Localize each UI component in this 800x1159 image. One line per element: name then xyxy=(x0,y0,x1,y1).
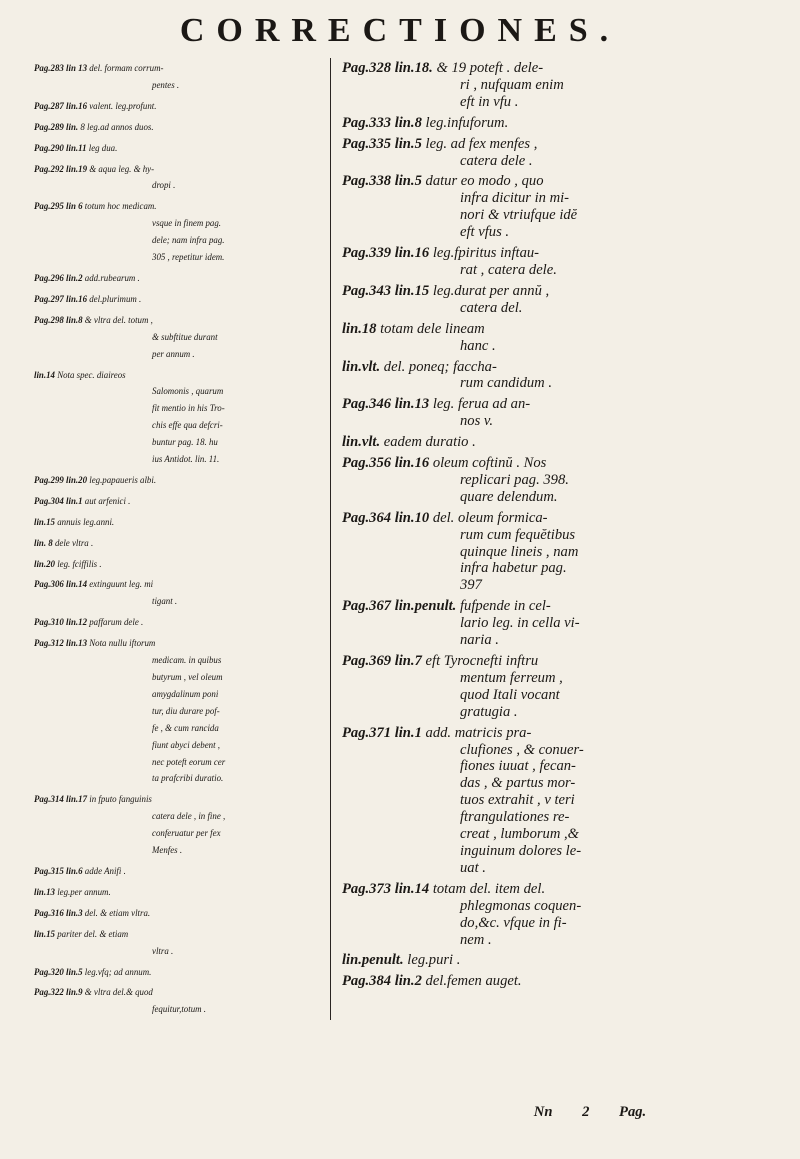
correction-line xyxy=(342,510,772,527)
correction-text: tigant . xyxy=(152,596,178,607)
correction-entry xyxy=(34,614,326,631)
correction-text: clufiones , & conuer- xyxy=(460,741,584,758)
correction-line xyxy=(34,791,326,808)
page-reference: lin.13 xyxy=(34,886,55,897)
correction-line xyxy=(342,115,772,132)
correction-line xyxy=(34,770,326,787)
correction-text: nec poteft eorum cer xyxy=(152,756,226,767)
correction-line xyxy=(342,725,772,742)
correction-text: rat , catera dele. xyxy=(460,261,557,278)
correction-line xyxy=(34,842,326,859)
page-reference: Pag.328 lin.18. xyxy=(342,60,433,76)
page-reference: Pag.322 lin.9 xyxy=(34,987,83,998)
page-reference: lin.20 xyxy=(34,558,55,569)
correction-text: & vltra del.& quod xyxy=(84,987,153,998)
correction-text: quinque lineis , nam xyxy=(460,543,579,560)
correction-text: pentes . xyxy=(152,79,180,90)
correction-entry xyxy=(34,472,326,489)
correction-line xyxy=(34,535,326,552)
correction-text: eft Tyrocnefti inftru xyxy=(425,653,539,669)
page-reference: lin.14 xyxy=(34,369,55,380)
page-reference: Pag.299 lin.20 xyxy=(34,474,88,485)
correction-entry xyxy=(34,535,326,552)
correction-line xyxy=(34,556,326,573)
correction-line xyxy=(34,984,326,1001)
correction-entry xyxy=(34,493,326,510)
page-reference: lin.vlt. xyxy=(342,434,381,451)
page-reference: Pag.364 lin.10 xyxy=(342,509,430,526)
correction-line xyxy=(34,367,326,384)
correction-text: pariter del. & etiam xyxy=(57,928,129,939)
correction-line xyxy=(342,952,772,969)
correction-line xyxy=(342,245,772,262)
correction-entry xyxy=(342,283,772,317)
correction-text: add.rubearum . xyxy=(84,272,140,283)
correction-line xyxy=(342,413,772,430)
correction-entry xyxy=(342,115,772,132)
correction-text: dele vltra . xyxy=(54,537,94,548)
correction-text: in fputo fanguinis xyxy=(89,794,152,805)
correction-text: & vltra del. totum , xyxy=(84,314,153,325)
correction-entry xyxy=(342,321,772,355)
correction-entry xyxy=(34,576,326,610)
correction-line xyxy=(342,615,772,632)
correction-line xyxy=(342,932,772,949)
page-reference: Pag.320 lin.5 xyxy=(34,966,83,977)
correction-text: fiones iuuat , fecan- xyxy=(460,758,576,775)
correction-entry xyxy=(34,863,326,880)
correction-text: quare delendum. xyxy=(460,488,558,505)
page-reference: Pag.356 lin.16 xyxy=(342,455,430,472)
correction-line xyxy=(342,544,772,561)
correction-line xyxy=(34,98,326,115)
correction-text: paffarum dele . xyxy=(89,617,144,628)
correction-entry xyxy=(34,270,326,287)
correction-entry xyxy=(34,161,326,195)
correction-entry xyxy=(342,359,772,393)
correction-entry xyxy=(342,881,772,949)
correction-text: vsque in finem pag. xyxy=(152,218,222,229)
correction-text: Salomonis , quarum xyxy=(152,386,224,397)
page-reference: Pag.316 lin.3 xyxy=(34,907,83,918)
correction-line xyxy=(34,720,326,737)
correction-line xyxy=(342,321,772,338)
correction-entry xyxy=(34,312,326,363)
correction-text: nos v. xyxy=(460,413,493,430)
correction-line xyxy=(342,283,772,300)
correction-line xyxy=(34,232,326,249)
correction-line xyxy=(342,653,772,670)
correction-text: buntur pag. 18. hu xyxy=(152,437,218,448)
page-reference: Pag.295 lin 6 xyxy=(34,201,83,212)
correction-line xyxy=(34,177,326,194)
page-reference: lin.18 xyxy=(342,320,377,337)
correction-line xyxy=(34,884,326,901)
correction-line xyxy=(342,860,772,877)
correction-entry xyxy=(342,510,772,595)
correction-line xyxy=(342,843,772,860)
correction-text: dropi . xyxy=(152,180,176,191)
catchword: Pag. xyxy=(619,1104,647,1120)
correction-line xyxy=(342,598,772,615)
page-reference: lin.vlt. xyxy=(342,358,381,375)
correction-entry xyxy=(342,455,772,506)
correction-text: rum cum fequĕtibus xyxy=(460,526,576,543)
page-reference: Pag.333 lin.8 xyxy=(342,114,422,131)
correction-line xyxy=(342,577,772,594)
correction-text: totam dele lineam xyxy=(380,320,485,337)
correction-line xyxy=(34,943,326,960)
page-reference: Pag.292 lin.19 xyxy=(34,163,88,174)
correction-line xyxy=(34,686,326,703)
correction-text: ta prafcribi duratio. xyxy=(152,773,224,784)
correction-entry xyxy=(34,984,326,1018)
correction-text: 305 , repetitur idem. xyxy=(152,252,225,263)
correction-line xyxy=(34,119,326,136)
correction-line xyxy=(342,60,772,77)
correction-text: leg. ferua ad an- xyxy=(432,396,531,413)
correction-line xyxy=(34,635,326,652)
correction-line xyxy=(34,451,326,468)
correction-text: eadem duratio . xyxy=(383,434,476,451)
correction-line xyxy=(342,775,772,792)
correction-line xyxy=(34,140,326,157)
correction-entry xyxy=(342,725,772,877)
page-reference: Pag.310 lin.12 xyxy=(34,617,88,628)
correction-line xyxy=(342,742,772,759)
page-reference: Pag.339 lin.16 xyxy=(342,245,430,262)
correction-entry xyxy=(342,434,772,451)
correction-line xyxy=(342,826,772,843)
correction-text: oleum coftinŭ . Nos xyxy=(432,455,547,472)
correction-entry xyxy=(342,973,772,990)
correction-line xyxy=(342,973,772,990)
page-reference: Pag.371 lin.1 xyxy=(342,724,422,741)
correction-line xyxy=(342,338,772,355)
correction-text: valent. leg.profunt. xyxy=(89,100,157,111)
correction-text: leg.infuforum. xyxy=(425,114,509,131)
page-reference: Pag.298 lin.8 xyxy=(34,314,83,325)
correction-line xyxy=(342,792,772,809)
correction-line xyxy=(342,881,772,898)
correction-text: & aqua leg. & hy- xyxy=(89,163,155,174)
correction-text: add. matricis pra- xyxy=(425,724,532,741)
correction-text: leg.durat per annŭ , xyxy=(432,282,550,299)
correction-text: inguinum dolores le- xyxy=(460,842,582,859)
left-column xyxy=(34,60,326,1022)
page-reference: Pag.335 lin.5 xyxy=(342,135,422,152)
correction-text: & subftitue durant xyxy=(152,331,218,342)
correction-line xyxy=(34,161,326,178)
correction-text: ri , nufquam enim xyxy=(460,76,564,93)
correction-line xyxy=(342,190,772,207)
correction-line xyxy=(342,136,772,153)
correction-line xyxy=(34,926,326,943)
correction-entry xyxy=(34,791,326,859)
correction-text: tur, diu durare pof- xyxy=(152,705,220,716)
correction-text: leg.vfq; ad annum. xyxy=(84,966,152,977)
page-reference: lin. 8 xyxy=(34,537,53,548)
page-reference: lin.15 xyxy=(34,516,55,527)
correction-text: nori & vtriufque idĕ xyxy=(460,207,578,224)
correction-text: del.femen auget. xyxy=(425,973,522,990)
correction-line xyxy=(34,754,326,771)
correction-line xyxy=(342,359,772,376)
correction-line xyxy=(34,964,326,981)
correction-line xyxy=(34,703,326,720)
page-reference: Pag.367 lin.penult. xyxy=(342,598,457,615)
correction-line xyxy=(34,493,326,510)
correction-text: catera dele . xyxy=(460,152,533,169)
page-reference: lin.15 xyxy=(34,928,55,939)
correction-text: totam del. item del. xyxy=(432,880,546,897)
page-reference: Pag.290 lin.11 xyxy=(34,142,87,153)
correction-entry xyxy=(342,245,772,279)
correction-entry xyxy=(34,119,326,136)
correction-line xyxy=(34,825,326,842)
correction-line xyxy=(34,249,326,266)
correction-text: del. & etiam vltra. xyxy=(84,907,151,918)
correction-line xyxy=(34,808,326,825)
page-reference: Pag.314 lin.17 xyxy=(34,794,88,805)
correction-text: & 19 poteft . dele- xyxy=(436,60,544,76)
correction-entry xyxy=(342,173,772,241)
correction-text: rum candidum . xyxy=(460,375,553,392)
correction-text: del. poneq; faccha- xyxy=(383,358,497,375)
correction-entry xyxy=(34,964,326,981)
correction-entry xyxy=(342,952,772,969)
correction-line xyxy=(342,527,772,544)
page-reference: lin.penult. xyxy=(342,952,404,969)
correction-line xyxy=(342,173,772,190)
correction-line xyxy=(342,704,772,721)
correction-line xyxy=(342,758,772,775)
correction-text: catera del. xyxy=(460,299,523,316)
correction-entry xyxy=(34,60,326,94)
page-reference: Pag.384 lin.2 xyxy=(342,973,422,990)
correction-text: leg.fpiritus inftau- xyxy=(432,245,540,262)
correction-line xyxy=(342,915,772,932)
correction-text: butyrum , vel oleum xyxy=(152,672,223,682)
correction-entry xyxy=(34,926,326,960)
page-footer xyxy=(420,1104,760,1121)
correction-text: conferuatur per fex xyxy=(152,828,221,839)
correction-text: hanc . xyxy=(460,337,496,354)
correction-entry xyxy=(342,396,772,430)
correction-text: replicari pag. 398. xyxy=(460,471,569,488)
correction-entry xyxy=(342,653,772,721)
page-title: CORRECTIONES. xyxy=(179,12,621,49)
correction-line xyxy=(342,560,772,577)
correction-entry xyxy=(34,198,326,266)
correction-text: infra habetur pag. xyxy=(460,560,567,577)
correction-line xyxy=(34,576,326,593)
page-reference: Pag.338 lin.5 xyxy=(342,173,422,190)
correction-text: 8 leg.ad annos duos. xyxy=(80,121,154,132)
correction-line xyxy=(342,898,772,915)
right-column xyxy=(334,60,772,994)
correction-text: ftrangulationes re- xyxy=(460,809,570,826)
correction-line xyxy=(342,77,772,94)
correction-text: tuos extrahit , v teri xyxy=(460,792,575,809)
correction-entry xyxy=(342,136,772,170)
correction-entry xyxy=(34,556,326,573)
correction-line xyxy=(34,1001,326,1018)
correction-text: annuis leg.anni. xyxy=(57,516,115,527)
correction-text: leg.puri . xyxy=(407,952,461,969)
correction-entry xyxy=(34,884,326,901)
correction-line xyxy=(342,670,772,687)
correction-line xyxy=(34,77,326,94)
correction-text: quod Itali vocant xyxy=(460,686,560,703)
page-reference: Pag.289 lin. xyxy=(34,121,79,132)
correction-text: mentum ferreum , xyxy=(460,669,563,686)
correction-text: vltra . xyxy=(152,945,174,956)
correction-text: del.plurimum . xyxy=(89,293,142,304)
correction-line xyxy=(34,434,326,451)
correction-text: nem . xyxy=(460,931,492,948)
page-reference: Pag.283 lin 13 xyxy=(34,63,88,73)
correction-line xyxy=(342,262,772,279)
correction-line xyxy=(342,94,772,111)
correction-text: eft in vfu . xyxy=(460,93,519,110)
correction-line xyxy=(34,593,326,610)
correction-line xyxy=(34,383,326,400)
correction-line xyxy=(342,375,772,392)
signature-number: 2 xyxy=(582,1104,590,1120)
correction-text: gratugia . xyxy=(460,703,518,720)
correction-line xyxy=(342,489,772,506)
page-reference: Pag.373 lin.14 xyxy=(342,880,430,897)
correction-text: 397 xyxy=(460,577,482,594)
correction-line xyxy=(34,863,326,880)
page-reference: Pag.369 lin.7 xyxy=(342,653,422,669)
page-reference: Pag.297 lin.16 xyxy=(34,293,88,304)
correction-text: extinguunt leg. mi xyxy=(89,579,154,590)
correction-text: fiunt abyci debent , xyxy=(152,739,221,750)
correction-text: leg.papaueris albi. xyxy=(89,474,157,485)
correction-line xyxy=(34,737,326,754)
correction-line xyxy=(342,434,772,451)
correction-text: datur eo modo , quo xyxy=(425,173,544,190)
correction-text: dele; nam infra pag. xyxy=(152,235,225,246)
correction-line xyxy=(34,514,326,531)
correction-text: aut arfenici . xyxy=(84,495,131,506)
correction-text: ius Antidot. lin. 11. xyxy=(152,454,220,465)
correction-text: amygdalinum poni xyxy=(152,688,219,699)
correction-line xyxy=(342,687,772,704)
correction-text: Nota nullu iftorum xyxy=(89,638,156,649)
correction-text: fufpende in cel- xyxy=(460,598,551,615)
correction-text: del. oleum formica- xyxy=(432,509,548,526)
correction-line xyxy=(342,632,772,649)
correction-text: totum hoc medicam. xyxy=(84,201,157,212)
correction-line xyxy=(34,329,326,346)
correction-text: adde Anifi . xyxy=(84,865,126,876)
correction-line xyxy=(34,652,326,669)
correction-entry xyxy=(34,291,326,308)
correction-text: eft vfus . xyxy=(460,224,510,241)
signature-mark: Nn xyxy=(533,1104,553,1120)
correction-line xyxy=(342,809,772,826)
page-reference: Pag.296 lin.2 xyxy=(34,272,83,283)
correction-line xyxy=(34,400,326,417)
correction-text: das , & partus mor- xyxy=(460,775,576,792)
correction-line xyxy=(342,300,772,317)
correction-text: medicam. in quibus xyxy=(152,655,222,666)
correction-line xyxy=(34,215,326,232)
correction-line xyxy=(34,60,326,77)
correction-entry xyxy=(34,140,326,157)
correction-line xyxy=(342,224,772,241)
correction-entry xyxy=(342,598,772,649)
page-reference: Pag.312 lin.13 xyxy=(34,638,88,649)
correction-text: del. formam corrum- xyxy=(89,63,164,73)
correction-line xyxy=(34,614,326,631)
column-divider xyxy=(330,58,331,1020)
correction-entry xyxy=(34,514,326,531)
correction-line xyxy=(342,455,772,472)
correction-text: Menfes . xyxy=(152,845,183,856)
page-reference: Pag.306 lin.14 xyxy=(34,579,88,590)
correction-line xyxy=(34,198,326,215)
page-reference: Pag.343 lin.15 xyxy=(342,282,430,299)
correction-line xyxy=(34,417,326,434)
correction-text: per annum . xyxy=(152,348,195,359)
correction-line xyxy=(342,153,772,170)
correction-line xyxy=(342,207,772,224)
correction-line xyxy=(34,472,326,489)
correction-text: chis effe qua defcri- xyxy=(152,420,223,431)
page-reference: Pag.287 lin.16 xyxy=(34,100,88,111)
correction-text: lario leg. in cella vi- xyxy=(460,615,580,632)
correction-entry xyxy=(34,98,326,115)
correction-entry xyxy=(342,60,772,111)
correction-line xyxy=(34,669,326,686)
page-reference: Pag.346 lin.13 xyxy=(342,396,430,413)
page-reference: Pag.304 lin.1 xyxy=(34,495,83,506)
correction-line xyxy=(342,472,772,489)
correction-text: creat , lumborum ,& xyxy=(460,826,580,843)
correction-text: leg. ad fex menfes , xyxy=(425,135,538,152)
correction-text: fit mentio in his Tro- xyxy=(152,403,225,414)
correction-line xyxy=(34,291,326,308)
correction-entry xyxy=(34,905,326,922)
correction-text: leg dua. xyxy=(88,142,118,153)
correction-line xyxy=(34,270,326,287)
correction-text: Nota spec. diaireos xyxy=(57,369,126,380)
correction-text: naria . xyxy=(460,632,499,649)
correction-text: catera dele , in fine , xyxy=(152,811,226,822)
correction-text: uat . xyxy=(460,859,486,876)
correction-line xyxy=(342,396,772,413)
page-reference: Pag.315 lin.6 xyxy=(34,865,83,876)
correction-entry xyxy=(34,367,326,468)
correction-text: fe , & cum rancida xyxy=(152,722,219,733)
correction-text: infra dicitur in mi- xyxy=(460,190,570,207)
correction-text: do,&c. vfque in fi- xyxy=(460,914,567,931)
correction-line xyxy=(34,312,326,329)
correction-entry xyxy=(34,635,326,787)
correction-line xyxy=(34,346,326,363)
correction-line xyxy=(34,905,326,922)
correction-text: leg. fciffilis . xyxy=(57,558,102,569)
correction-text: phlegmonas coquen- xyxy=(460,897,582,914)
correction-text: leg.per annum. xyxy=(57,886,111,897)
correction-text: fequitur,totum . xyxy=(152,1004,206,1015)
